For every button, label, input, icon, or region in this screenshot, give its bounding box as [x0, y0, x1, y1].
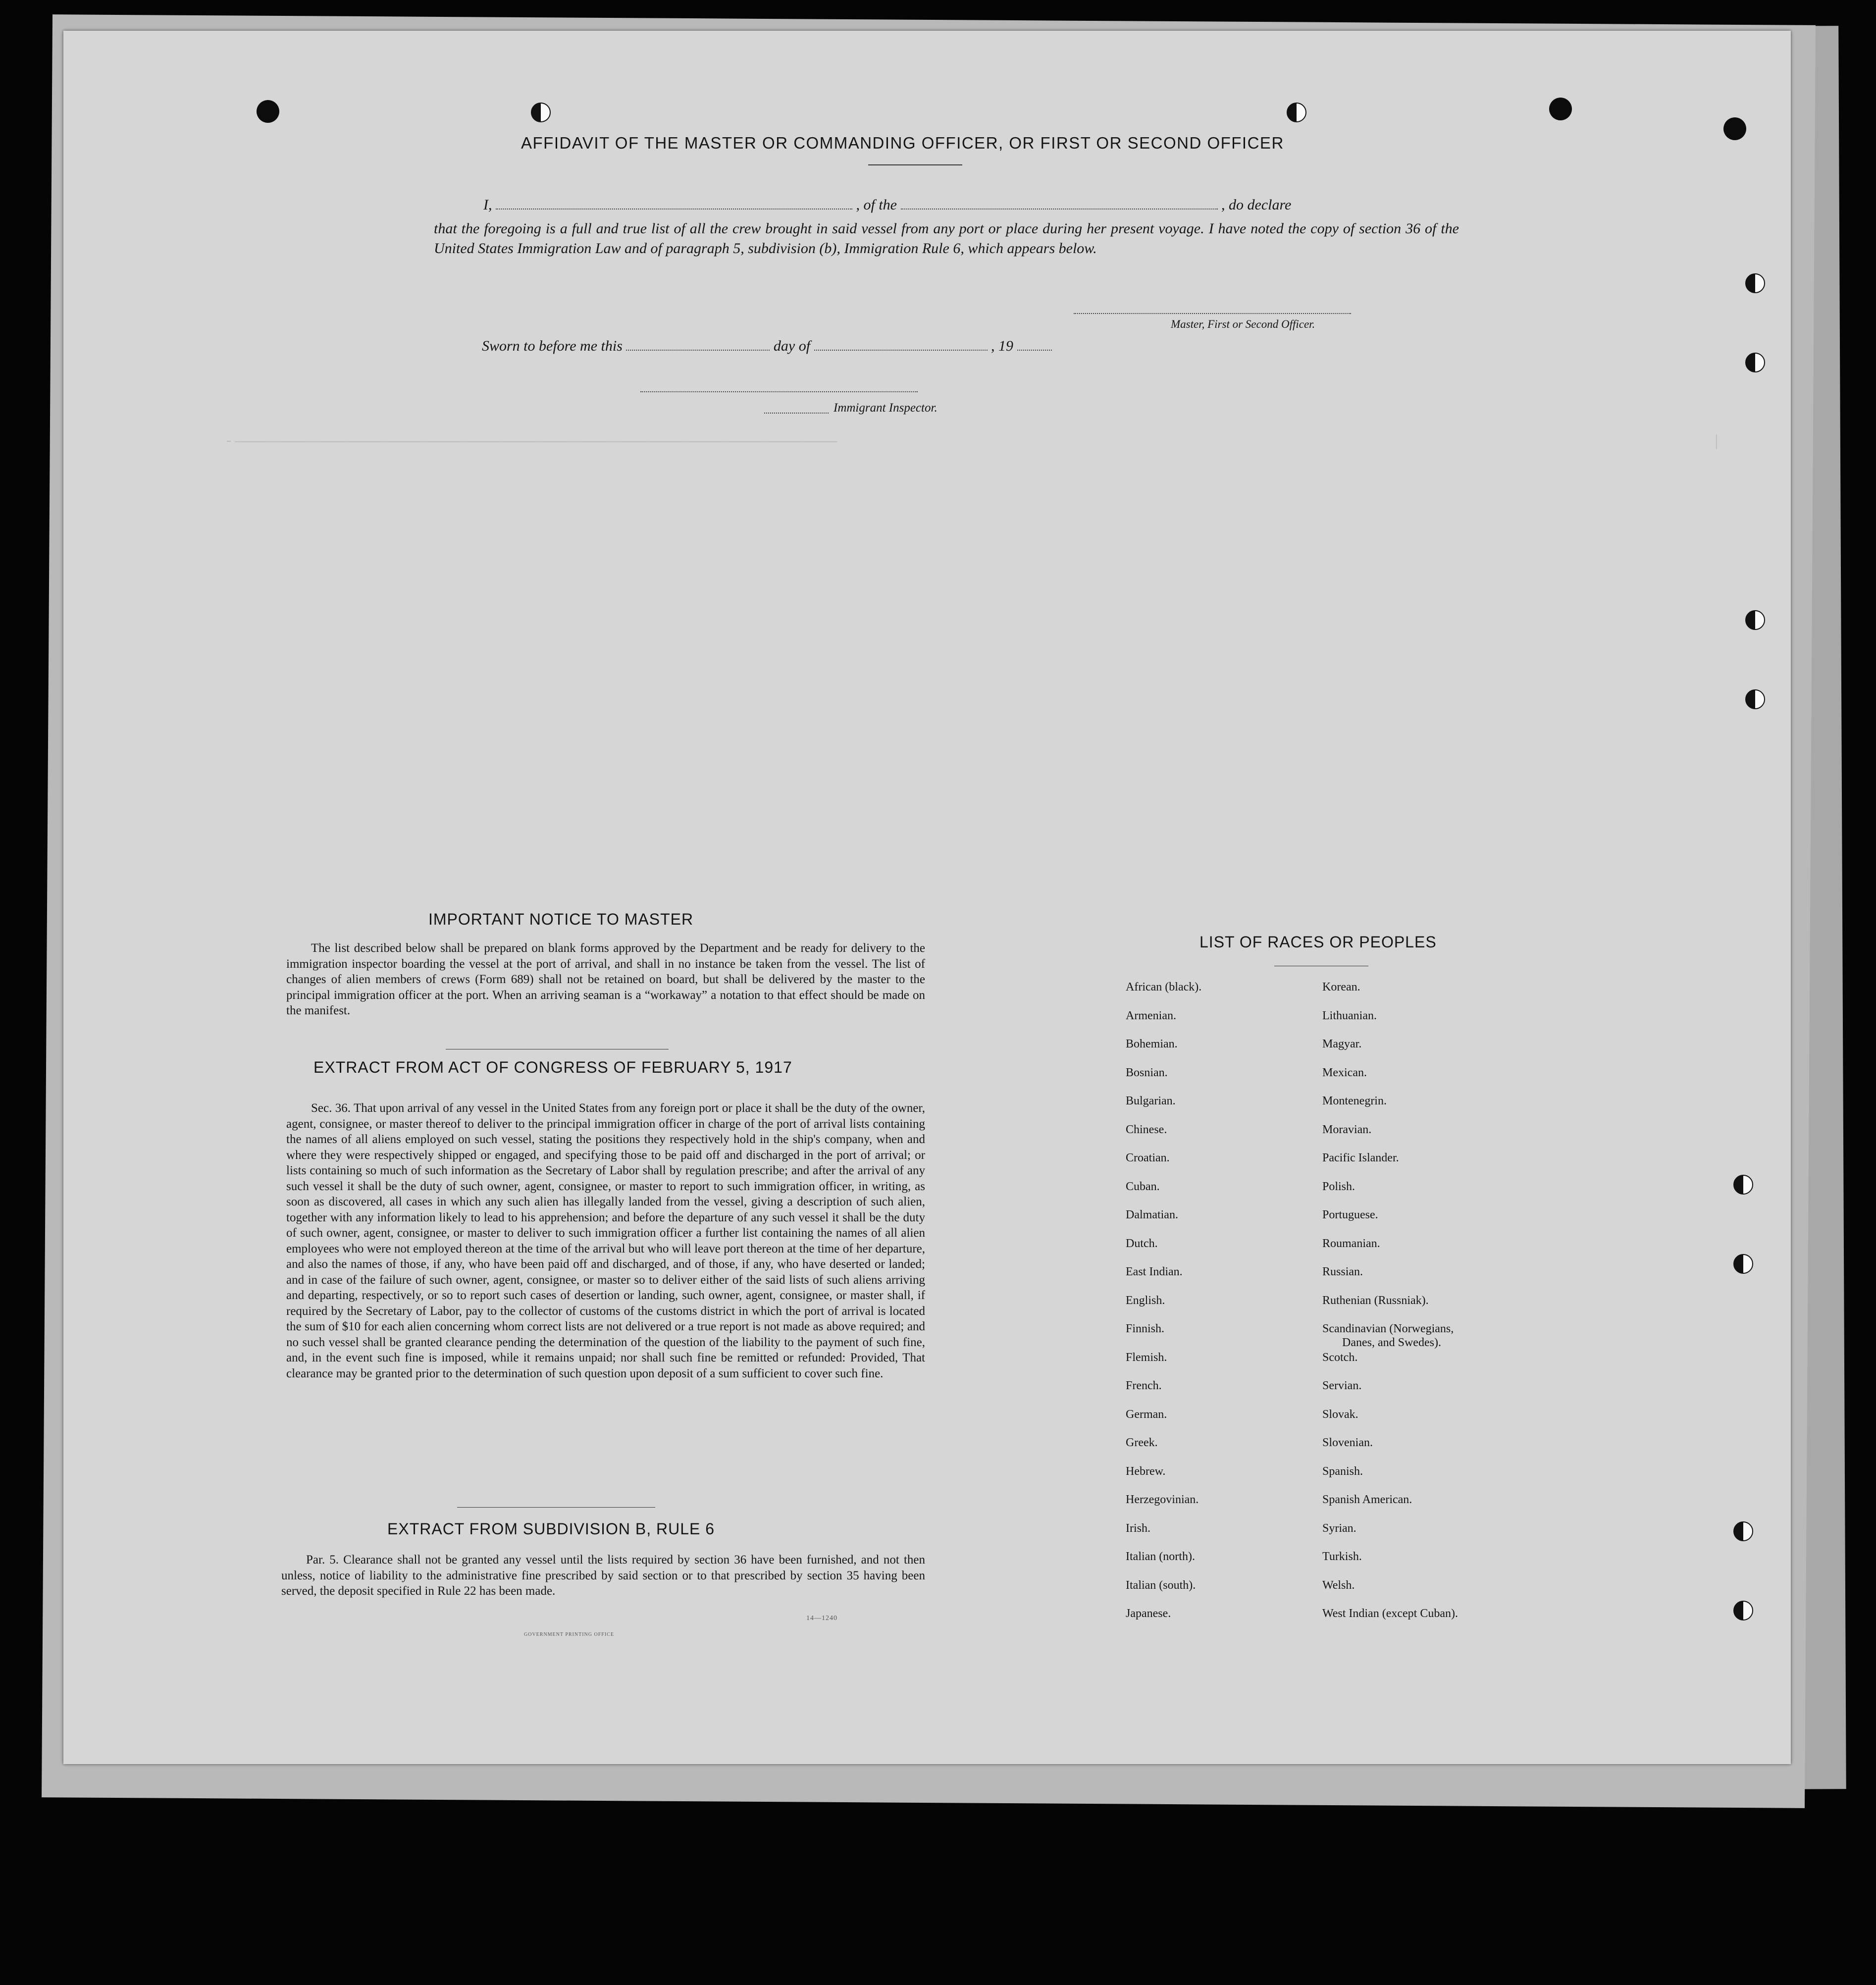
- affidavit-title: AFFIDAVIT OF THE MASTER OR COMMANDING OFFICER, OR FIRST OR SECOND OFFICER: [521, 134, 1284, 152]
- race-item: Slovenian.: [1322, 1436, 1373, 1449]
- race-item: Welsh.: [1322, 1578, 1355, 1592]
- rule-extract-text: Par. 5. Clearance shall not be granted any vessel until the lists required by section 36 have been furnished, and not then unless, notice of liability to the administrative fine prescribed by said section or to that prescribed by section 35 having been served, the deposit specified in Rule 22 has been made.: [281, 1553, 925, 1598]
- affidavit-declaration-line: [483, 197, 1291, 213]
- punch-hole: [1549, 98, 1572, 120]
- race-item: Spanish.: [1322, 1464, 1363, 1478]
- race-item: Dutch.: [1126, 1237, 1158, 1250]
- race-item: Bosnian.: [1126, 1066, 1168, 1079]
- race-item: Danes, and Swedes).: [1342, 1336, 1441, 1349]
- race-item: Scandinavian (Norwegians,: [1322, 1322, 1454, 1335]
- day-of-label: day of: [773, 338, 811, 354]
- race-item: Italian (south).: [1126, 1578, 1196, 1592]
- title-rule: [868, 164, 962, 165]
- race-item: Magyar.: [1322, 1038, 1362, 1050]
- race-item: Japanese.: [1126, 1607, 1171, 1620]
- punch-hole: [1745, 273, 1765, 293]
- race-item: Mexican.: [1322, 1066, 1367, 1079]
- race-item: Dalmatian.: [1126, 1208, 1178, 1221]
- race-item: Greek.: [1126, 1436, 1158, 1449]
- race-item: Portuguese.: [1322, 1208, 1378, 1221]
- races-right-column: [1322, 981, 1458, 1636]
- race-item: Russian.: [1322, 1265, 1363, 1278]
- race-item: Croatian.: [1126, 1151, 1170, 1164]
- race-item: Turkish.: [1322, 1550, 1362, 1563]
- form-number: 14—1240: [806, 1615, 837, 1622]
- race-item: Spanish American.: [1322, 1493, 1412, 1506]
- document-page: ╴────────────────────────────────────────────────────────────────────────────── │ AFFIDAVIT OF THE MASTER OR COMMANDING OFFICER, OR FIRST OR SECOND OFFICER I, , of the , do declare that the foregoing is a full and true list of all the crew brought in said vessel from any port or place during her present voyage. I have noted the copy of section 36 of the United States Immigration Law and of paragraph 5, subdivision (b), Immigration Rule 6, which appears below. Master, First or Second Officer. Sworn to before me this day of , 19 Immigrant Inspector. IMPORTANT NOTICE TO MASTER The list described below shall be prepared on blank forms approved by the Department and be ready for delivery to the immigration inspector boarding the vessel at the port of arrival, and shall in no instance be taken from the vessel. The list of changes of alien members of crews (Form 689) shall not be retained on board, but shall be delivered by the master to the principal immigration officer at the port. When an arriving seaman is a “workaway” a notation to that effect should be made on the manifest. EXTRACT FROM ACT OF CONGRESS OF FEBRUARY 5, 1917 Sec. 36. That upon arrival of any vessel in the United States from any foreign port or place it shall be the duty of the owner, agent, consignee, or master thereof to deliver to the principal immigration officer in charge of the port of arrival lists containing the names of all aliens employed on such vessel, stating the positions they respectively hold in the ship's company, when and where they were respectively shipped or engaged, and specifying those to be paid off and discharged in the port of arrival; or lists containing so much of such information as the Secretary of Labor shall by regulation prescribe; and after the arrival of any such vessel it shall be the duty of such owner, agent, consignee, or master to report to such immigration officer, in writing, as soon as discovered, all cases in which any such alien has illegally landed from the vessel, giving a description of such alien, together with any information likely to lead to his apprehension; and before the departure of any such vessel it shall be the duty of such owner, agent, consignee, or master to deliver to such immigration officer a further list containing the names of all alien employees who were not employed thereon at the time of the arrival but who will leave port thereon at the time of her departure, and also the names of those, if any, who have been paid off and discharged, and of those, if any, who have deserted or landed; and in case of the failure of such owner, agent, consignee, or master so to deliver either of the said lists of such aliens arriving and departing, respectively, or so to report such cases of desertion or landing, such owner, agent, consignee, or master shall, if required by the Secretary of Labor, pay to the collector of customs of the customs district in which the port of arrival is located the sum of $10 for each alien concerning whom correct lists are not delivered or a true report is not made as above required; and no such vessel shall be granted clearance pending the determination of the question of the liability to the payment of such fine, and, in the event such fine is imposed, while it remains unpaid; nor shall such fine be remitted or refunded: Provided, That clearance may be granted prior to the determination of such question upon deposit of a sum sufficient to cover such fine. EXTRACT FROM SUBDIVISION B, RULE 6 Par. 5. Clearance shall not be granted any vessel until the lists required by section 36 have been furnished, and not then unless, notice of liability to the administrative fine prescribed by said section or to that prescribed by section 35 having been served, the deposit specified in Rule 22 has been made. GOVERNMENT PRINTING OFFICE 14—1240 LIST OF RACES OR PEOPLES African (black). Armenian. Bohemian. Bosnian. Bulgarian. Chinese. Croatian. Cuban. Dalmatian. Dutch. East Indian. English. Finnish. Flemish. French. German. Greek. Hebrew. Herzegovinian. Irish. Italian (north). Italian (south). Japanese. Korean. Lithuanian. Magyar. Mexican. Montenegrin. Moravian. Pacific Islander. Polish. Portuguese. Roumanian. Russian. Ruthenian (Russniak). Scandinavian (Norwegians, Danes, and Swedes). Scotch. Servian. Slovak. Slovenian. Spanish. Spanish American. Syrian. Turkish. Welsh. West Indian (except Cuban).: [63, 31, 1791, 1764]
- punch-hole: [1733, 1601, 1753, 1620]
- notice-title: IMPORTANT NOTICE TO MASTER: [428, 910, 694, 928]
- race-item: German.: [1126, 1408, 1167, 1421]
- punch-hole: [1733, 1175, 1753, 1195]
- punch-hole: [1745, 353, 1765, 372]
- race-item: Armenian.: [1126, 1009, 1176, 1022]
- race-item: Montenegrin.: [1322, 1095, 1387, 1107]
- race-item: East Indian.: [1126, 1265, 1183, 1278]
- declare-label: , do declare: [1221, 197, 1292, 213]
- notice-text: The list described below shall be prepared on blank forms approved by the Department and be ready for delivery to the immigration inspector boarding the vessel at the port of arrival, and shall in no instance be taken from the vessel. The list of changes of alien members of crews (Form 689) shall not be retained on board, but shall be delivered by the master to the principal immigration officer at the port. When an arriving seaman is a “workaway” a notation to that effect should be made on the manifest.: [286, 941, 925, 1017]
- race-item: Korean.: [1322, 981, 1360, 993]
- year-field[interactable]: [1017, 350, 1052, 351]
- race-item: Cuban.: [1126, 1180, 1160, 1193]
- race-item: Polish.: [1322, 1180, 1355, 1193]
- punch-hole: [1745, 689, 1765, 709]
- race-item: English.: [1126, 1294, 1165, 1307]
- of-the-label: , of the: [856, 197, 897, 213]
- race-item: Servian.: [1322, 1379, 1362, 1392]
- punch-hole: [1733, 1521, 1753, 1541]
- master-signature-label: Master, First or Second Officer.: [1171, 318, 1315, 330]
- year-label: , 19: [991, 338, 1014, 354]
- races-left-column: [1126, 981, 1201, 1636]
- day-field[interactable]: [626, 350, 770, 351]
- sworn-line: [482, 338, 1052, 355]
- punch-hole: [1723, 117, 1746, 140]
- race-item: Hebrew.: [1126, 1464, 1166, 1478]
- i-label: I,: [483, 197, 492, 213]
- section-rule: [457, 1507, 655, 1508]
- race-item: Bohemian.: [1126, 1038, 1178, 1050]
- race-item: Irish.: [1126, 1521, 1150, 1535]
- race-item: Flemish.: [1126, 1351, 1167, 1364]
- race-item: Ruthenian (Russniak).: [1322, 1294, 1429, 1307]
- punch-hole: [1287, 103, 1306, 122]
- punch-hole: [531, 103, 551, 122]
- month-field[interactable]: [814, 350, 988, 351]
- race-item: Pacific Islander.: [1322, 1151, 1399, 1164]
- race-item: Moravian.: [1322, 1123, 1372, 1136]
- act-extract-text: Sec. 36. That upon arrival of any vessel in the United States from any foreign port or place it shall be the duty of the owner, agent, consignee, or master thereof to deliver to the principal immigration officer in charge of the port of arrival lists containing the names of all aliens employed on such vessel, stating the positions they respectively hold in the ship's company, when and where they were respectively shipped or engaged, and specifying those to be paid off and discharged in the port of arrival; or lists containing so much of such information as the Secretary of Labor shall by regulation prescribe; and after the arrival of any such vessel it shall be the duty of such owner, agent, consignee, or master to report to such immigration officer, in writing, as soon as discovered, all cases in which any such alien has illegally landed from the vessel, giving a description of such alien, together with any information likely to lead to his apprehension; and before the departure of any such vessel it shall be the duty of such owner, agent, consignee, or master to deliver to such immigration officer a further list containing the names of all alien employees who were not employed thereon at the time of the arrival but who will leave port thereon at the time of her departure, and also the names of those, if any, who have been paid off and discharged, and of those, if any, who have deserted or landed; and in case of the failure of such owner, agent, consignee, or master so to deliver either of the said lists of such aliens arriving and departing, respectively, or so to report such cases of desertion or landing, such owner, agent, consignee, or master shall, if required by the Secretary of Labor, pay to the collector of customs of the customs district in which the port of arrival is located the sum of $10 for each alien concerning whom correct lists are not delivered or a true report is not made as above required; and no such vessel shall be granted clearance pending the determination of the question of the liability to the payment of such fine, and, in the event such fine is imposed, while it remains unpaid; nor shall such fine be remitted or refunded: Provided, That clearance may be granted prior to the determination of such question upon deposit of a sum sufficient to cover such fine.: [286, 1101, 925, 1380]
- race-item: Herzegovinian.: [1126, 1493, 1199, 1506]
- punch-hole: [257, 100, 279, 123]
- races-title: LIST OF RACES OR PEOPLES: [1199, 933, 1437, 951]
- act-extract-title: EXTRACT FROM ACT OF CONGRESS OF FEBRUARY 5, 1917: [313, 1058, 792, 1076]
- race-item: Chinese.: [1126, 1123, 1167, 1136]
- printer-imprint: GOVERNMENT PRINTING OFFICE: [524, 1632, 614, 1637]
- punch-hole: [1745, 610, 1765, 630]
- race-item: Lithuanian.: [1322, 1009, 1377, 1022]
- inspector-dots: [764, 413, 829, 414]
- race-item: Roumanian.: [1322, 1237, 1380, 1250]
- race-item: Scotch.: [1322, 1351, 1358, 1364]
- race-item: French.: [1126, 1379, 1162, 1392]
- rule-extract-title: EXTRACT FROM SUBDIVISION B, RULE 6: [387, 1520, 715, 1538]
- race-item: Italian (north).: [1126, 1550, 1195, 1563]
- race-item: Slovak.: [1322, 1408, 1358, 1421]
- sworn-label: Sworn to before me this: [482, 338, 623, 354]
- affidavit-paragraph: that the foregoing is a full and true list of all the crew brought in said vessel from any port or place during her present voyage. I have noted the copy of section 36 of the United States Immigration Law and of paragraph 5, subdivision (b), Immigration Rule 6, which appears below.: [434, 220, 1459, 257]
- inspector-label: Immigrant Inspector.: [834, 401, 938, 415]
- race-item: West Indian (except Cuban).: [1322, 1607, 1458, 1620]
- master-signature-field[interactable]: [1074, 313, 1351, 314]
- race-item: Finnish.: [1126, 1322, 1165, 1335]
- race-item: Syrian.: [1322, 1521, 1356, 1535]
- race-item: African (black).: [1126, 981, 1202, 993]
- race-item: Bulgarian.: [1126, 1095, 1176, 1107]
- inspector-signature-field[interactable]: [640, 391, 918, 392]
- punch-hole: [1733, 1254, 1753, 1274]
